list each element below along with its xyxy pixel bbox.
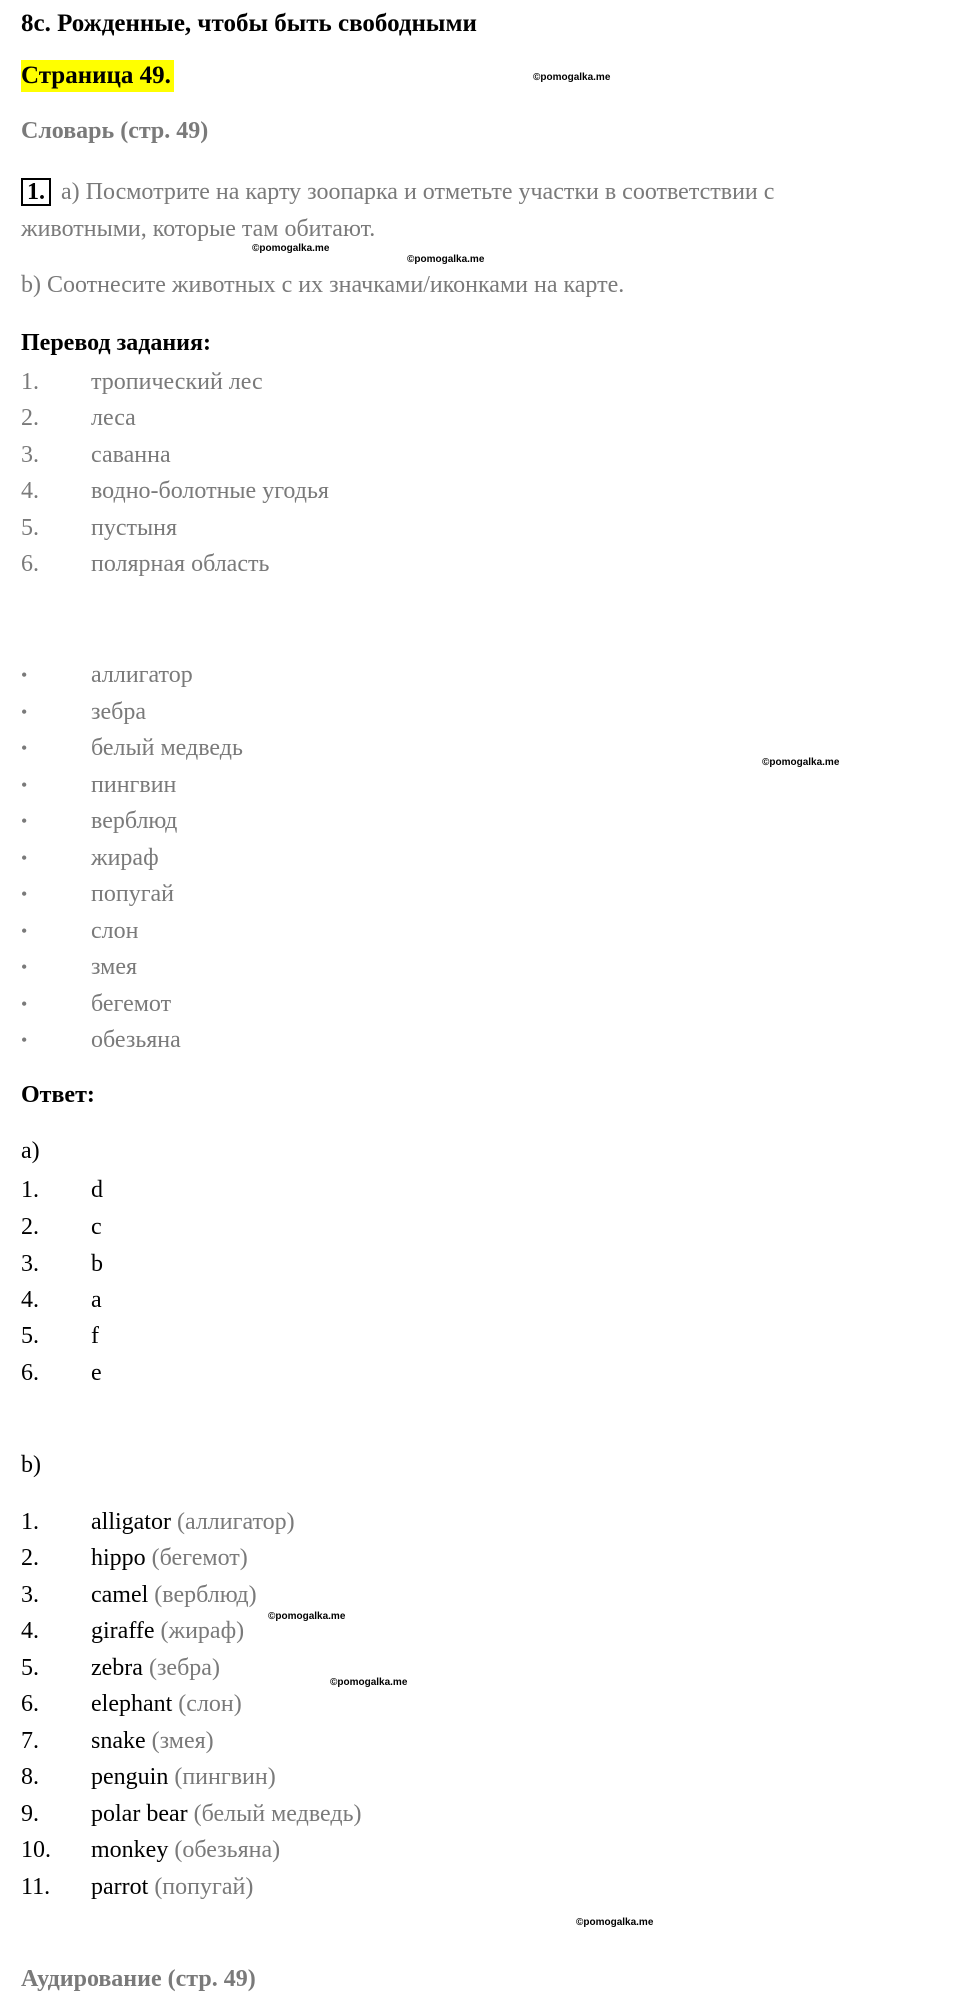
list-item: • верблюд (21, 807, 178, 834)
list-item: 10. monkey (обезьяна) (21, 1836, 281, 1863)
list-item: • попугай (21, 880, 175, 907)
list-item: 9. polar bear (белый медведь) (21, 1800, 362, 1827)
list-item: 5. f (21, 1322, 99, 1349)
list-item: 2. леса (21, 404, 136, 431)
page-title: 8с. Рожденные, чтобы быть свободными (21, 10, 477, 37)
list-item: 3. b (21, 1250, 103, 1277)
list-item: 5. пустыня (21, 514, 177, 541)
list-item: • белый медведь (21, 734, 243, 761)
page-number-label: Страница 49. (21, 60, 174, 92)
list-item: • бегемот (21, 990, 172, 1017)
answer-heading: Ответ: (21, 1082, 95, 1108)
watermark: ©pomogalka.me (762, 757, 840, 768)
list-item: • зебра (21, 698, 146, 725)
list-item: 1. d (21, 1176, 103, 1203)
list-item: 8. penguin (пингвин) (21, 1763, 276, 1790)
list-item: 4. giraffe (жираф) (21, 1617, 245, 1644)
task-line-3: b) Соотнесите животных с их значками/иконками на карте. (21, 272, 625, 298)
list-item: 6. полярная область (21, 550, 270, 577)
list-item: • слон (21, 917, 139, 944)
list-item: 4. a (21, 1286, 102, 1313)
answer-part-b-label: b) (21, 1452, 41, 1478)
list-item: • пингвин (21, 771, 177, 798)
answer-part-a-label: a) (21, 1138, 40, 1164)
watermark: ©pomogalka.me (576, 1917, 654, 1928)
watermark: ©pomogalka.me (330, 1677, 408, 1688)
watermark: ©pomogalka.me (252, 243, 330, 254)
watermark: ©pomogalka.me (533, 72, 611, 83)
list-item: 11. parrot (попугай) (21, 1873, 254, 1900)
translation-heading: Перевод задания: (21, 330, 211, 356)
task-line-2: животными, которые там обитают. (21, 216, 376, 242)
list-item: • змея (21, 953, 138, 980)
list-item: 6. e (21, 1359, 102, 1386)
list-item: • аллигатор (21, 661, 193, 688)
list-item: 3. саванна (21, 441, 171, 468)
list-item: 3. camel (верблюд) (21, 1581, 257, 1608)
list-item: 7. snake (змея) (21, 1727, 214, 1754)
list-item: • обезьяна (21, 1026, 181, 1053)
section-listening-heading: Аудирование (стр. 49) (21, 1966, 256, 1992)
list-item: 1. тропический лес (21, 368, 263, 395)
watermark: ©pomogalka.me (407, 254, 485, 265)
list-item: 6. elephant (слон) (21, 1690, 242, 1717)
list-item: 1. alligator (аллигатор) (21, 1508, 295, 1535)
list-item: 2. hippo (бегемот) (21, 1544, 248, 1571)
watermark: ©pomogalka.me (268, 1611, 346, 1622)
list-item: 2. c (21, 1213, 102, 1240)
task-line-1 (21, 178, 774, 206)
task-text-a: a) Посмотрите на карту зоопарка и отметьте участки в соответствии с (61, 179, 775, 205)
section-vocab-heading: Словарь (стр. 49) (21, 118, 209, 144)
list-item: 4. водно-болотные угодья (21, 477, 329, 504)
list-item: 5. zebra (зебра) (21, 1654, 220, 1681)
task-number-box: 1. (21, 178, 51, 206)
list-item: • жираф (21, 844, 159, 871)
